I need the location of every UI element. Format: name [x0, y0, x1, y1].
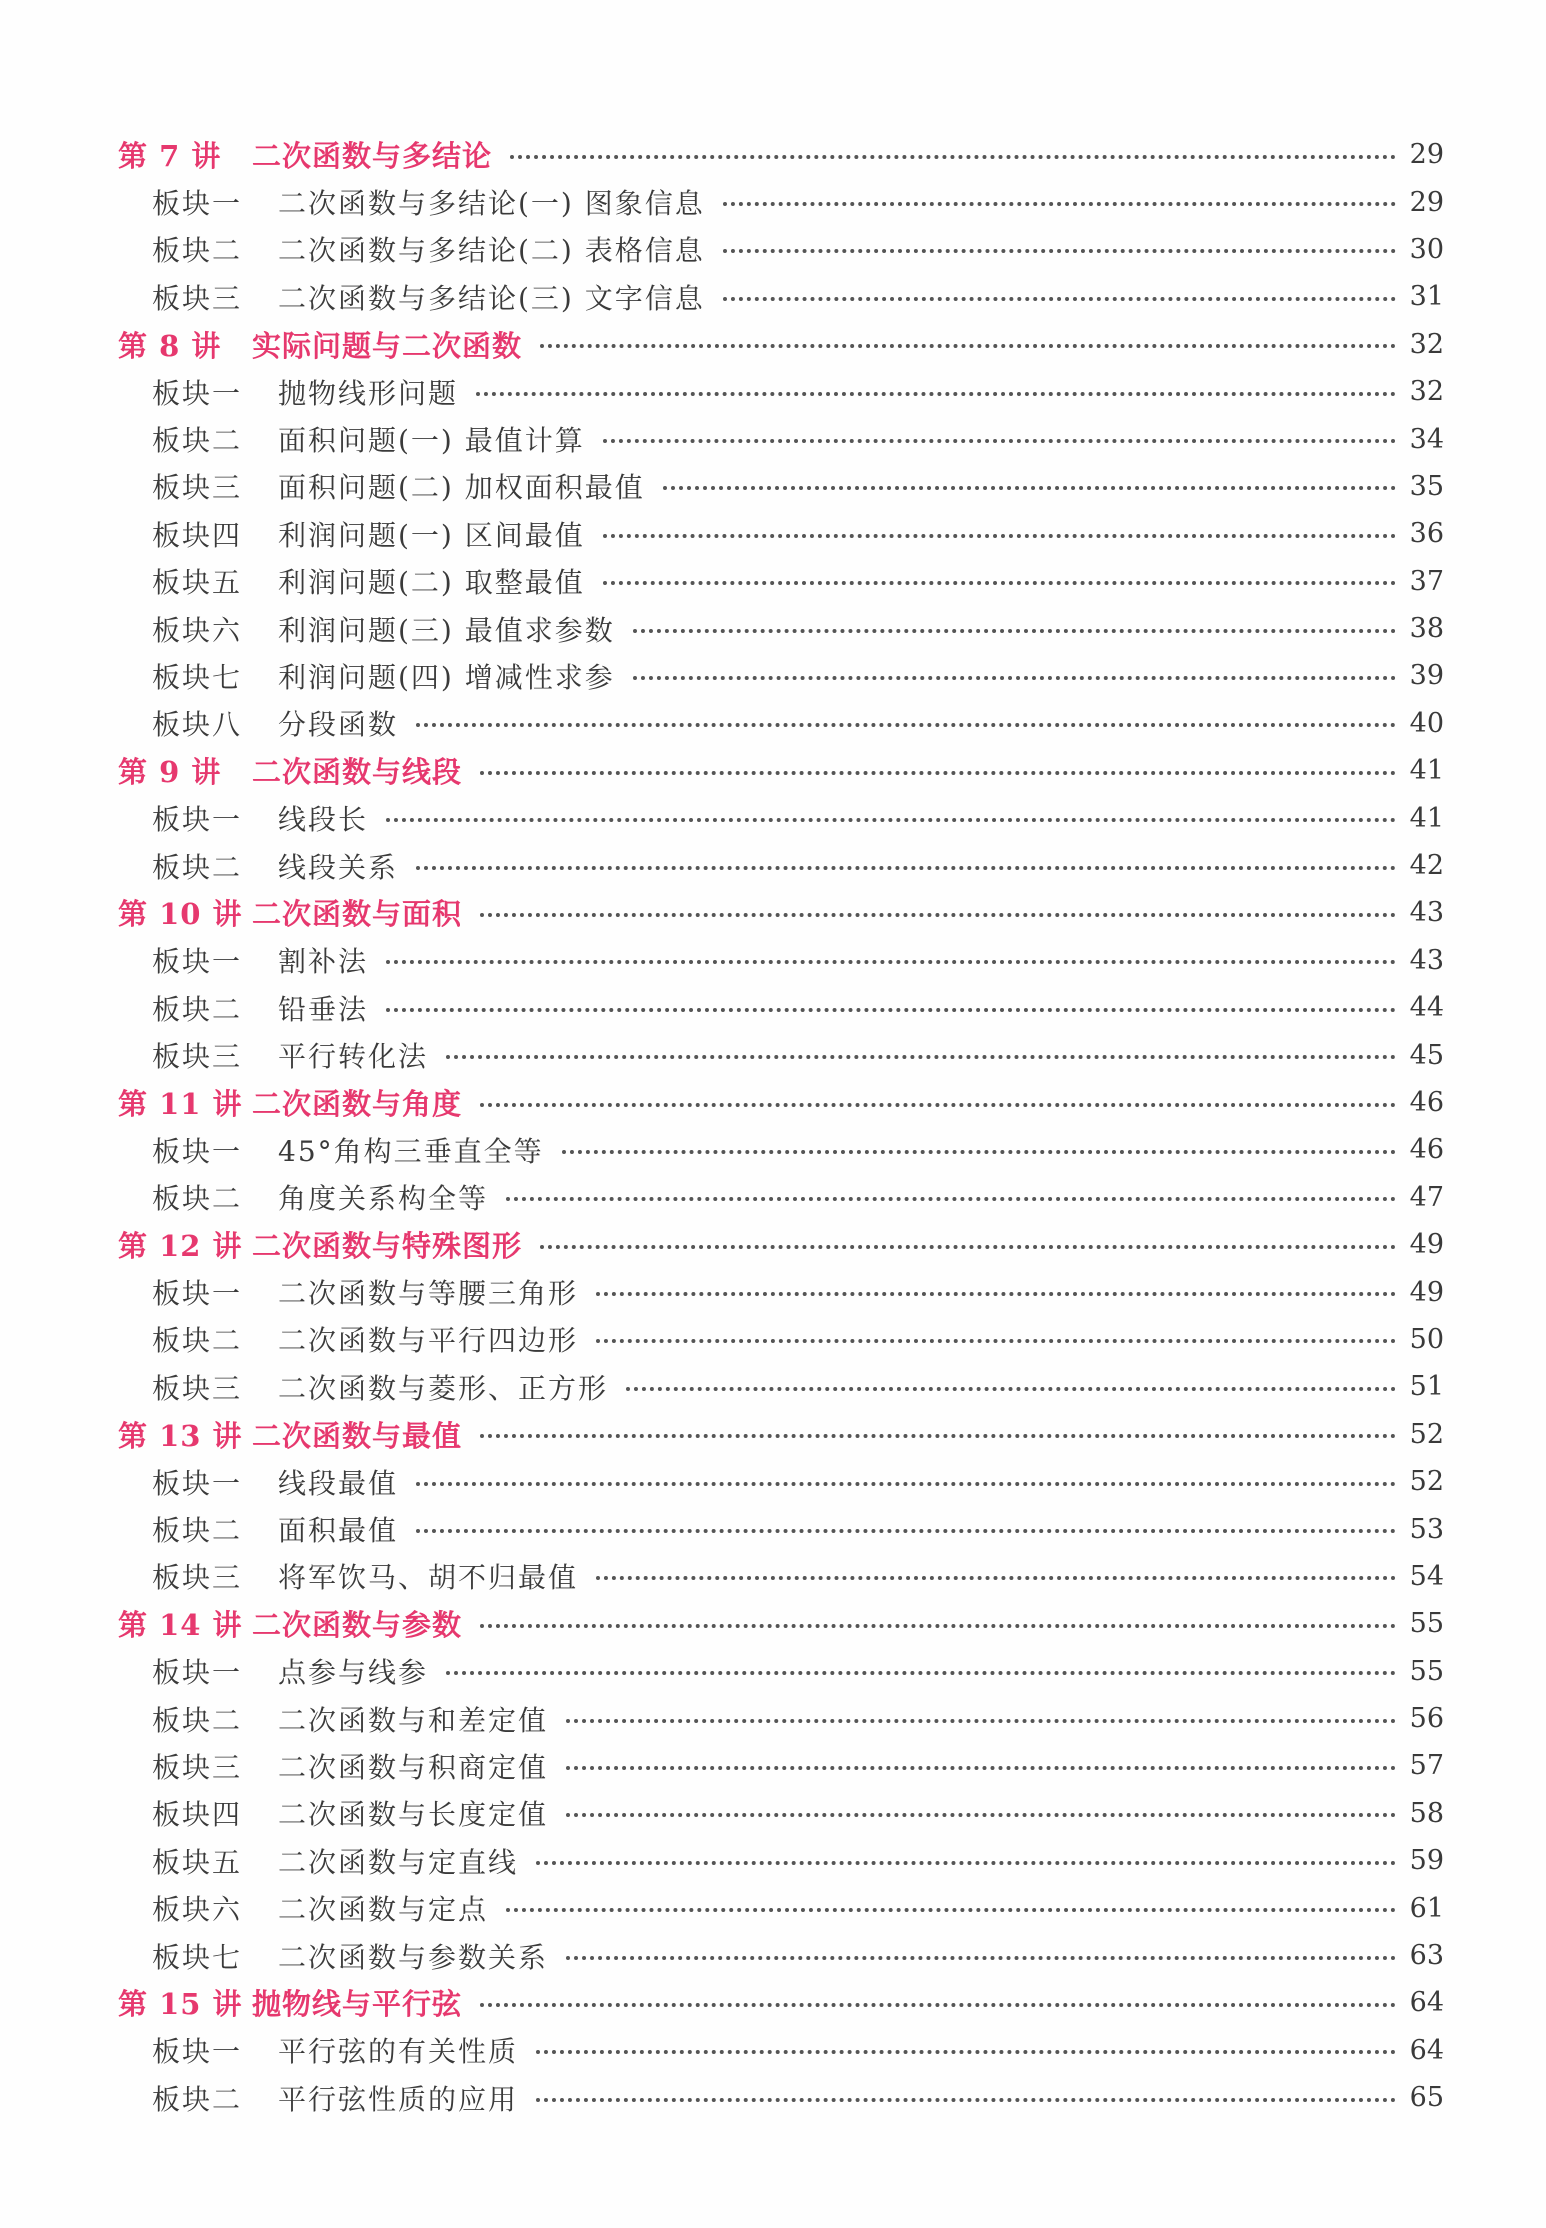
section-title: 二次函数与长度定值: [278, 1798, 549, 1832]
dot-leader: [446, 1671, 1396, 1675]
dot-leader: [386, 1008, 1396, 1012]
toc-entry-heading: [118, 609, 615, 649]
section-title: 利润问题(二) 取整最值: [278, 566, 585, 600]
lecture-title: 二次函数与参数: [252, 1608, 463, 1643]
lecture-title: 实际问题与二次函数: [252, 328, 523, 363]
toc-section-row[interactable]: [118, 510, 1444, 557]
lecture-number: 第 14 讲: [118, 1608, 243, 1643]
section-number: 板块一: [152, 1656, 243, 1690]
page-number: 64: [1409, 2034, 1444, 2066]
toc-entry-heading: [118, 1177, 488, 1217]
section-number: 板块一: [152, 1277, 243, 1311]
toc-section-row[interactable]: [118, 273, 1444, 320]
section-title: 二次函数与平行四边形: [278, 1324, 579, 1358]
dot-leader: [416, 866, 1396, 870]
toc-entry-heading: [118, 1367, 608, 1407]
section-title: 角度关系构全等: [278, 1182, 489, 1216]
dot-leader: [536, 2098, 1396, 2102]
toc-section-row[interactable]: [118, 2027, 1444, 2074]
toc-section-row[interactable]: [118, 1031, 1444, 1078]
page-number: 44: [1409, 992, 1444, 1024]
toc-entry-heading: [118, 940, 368, 980]
toc-entry-heading: [118, 1841, 518, 1881]
toc-lecture-row[interactable]: [118, 1411, 1444, 1458]
dot-leader: [386, 960, 1396, 964]
lecture-title: 二次函数与面积: [252, 897, 463, 932]
dot-leader: [566, 1719, 1396, 1723]
toc-section-row[interactable]: [118, 1932, 1444, 1979]
toc-section-row[interactable]: [118, 1268, 1444, 1315]
page-number: 49: [1409, 1229, 1444, 1261]
section-number: 板块三: [152, 1750, 243, 1784]
section-number: 板块一: [152, 376, 243, 410]
dot-leader: [476, 392, 1396, 396]
toc-section-row[interactable]: [118, 794, 1444, 841]
section-number: 板块一: [152, 2035, 243, 2069]
toc-entry-heading: [118, 514, 585, 554]
page-number: 52: [1409, 1466, 1444, 1498]
section-title: 面积问题(二) 加权面积最值: [278, 471, 645, 505]
section-number: 板块二: [152, 1182, 243, 1216]
page-number: 49: [1409, 1276, 1444, 1308]
toc-entry-heading: [118, 2030, 518, 2070]
dot-leader: [633, 629, 1396, 633]
toc-section-row[interactable]: [118, 1553, 1444, 1600]
toc-section-row[interactable]: [118, 226, 1444, 273]
toc-entry-heading: [118, 324, 522, 365]
section-title: 二次函数与菱形、正方形: [278, 1371, 609, 1405]
section-number: 板块七: [152, 660, 243, 694]
page-number: 52: [1409, 1418, 1444, 1450]
section-number: 板块三: [152, 1561, 243, 1595]
page-number: 29: [1409, 186, 1444, 218]
dot-leader: [562, 1150, 1396, 1154]
toc-lecture-row[interactable]: [118, 747, 1444, 794]
lecture-number: 第 15 讲: [118, 1987, 243, 2022]
toc-entry-heading: [118, 1130, 544, 1170]
page-number: 53: [1409, 1513, 1444, 1545]
section-title: 平行转化法: [278, 1040, 429, 1074]
dot-leader: [386, 818, 1396, 822]
toc-lecture-row[interactable]: [118, 1221, 1444, 1268]
page-number: 41: [1409, 755, 1444, 787]
dot-leader: [480, 1624, 1396, 1628]
toc-section-row[interactable]: [118, 984, 1444, 1031]
page-number: 55: [1409, 1655, 1444, 1687]
dot-leader: [723, 202, 1396, 206]
toc-entry-heading: [118, 988, 368, 1028]
dot-leader: [540, 344, 1396, 348]
page-number: 31: [1409, 281, 1444, 313]
toc-section-row[interactable]: [118, 1884, 1444, 1931]
section-number: 板块七: [152, 1940, 243, 1974]
toc-entry-heading: [118, 419, 585, 459]
toc-entry-heading: [118, 1699, 548, 1739]
toc-lecture-row[interactable]: [118, 131, 1444, 178]
toc-entry-heading: [118, 1651, 428, 1691]
section-number: 板块二: [152, 992, 243, 1026]
section-title: 线段最值: [278, 1466, 399, 1500]
page-number: 36: [1409, 518, 1444, 550]
toc-section-row[interactable]: [118, 937, 1444, 984]
page-number: 39: [1409, 660, 1444, 692]
section-title: 利润问题(一) 区间最值: [278, 518, 585, 552]
dot-leader: [446, 1055, 1396, 1059]
lecture-number: 第 12 讲: [118, 1229, 243, 1264]
toc-entry-heading: [118, 1035, 428, 1075]
page-number: 47: [1409, 1181, 1444, 1213]
section-title: 利润问题(三) 最值求参数: [278, 613, 615, 647]
page-number: 34: [1409, 423, 1444, 455]
page-number: 54: [1409, 1560, 1444, 1592]
toc-entry-heading: [118, 798, 368, 838]
section-title: 二次函数与定点: [278, 1893, 489, 1927]
toc-section-row[interactable]: [118, 1648, 1444, 1695]
toc-section-row[interactable]: [118, 1458, 1444, 1505]
toc-entry-heading: [118, 1603, 462, 1644]
toc-section-row[interactable]: [118, 1126, 1444, 1173]
section-title: 线段关系: [278, 850, 399, 884]
toc-entry-heading: [118, 750, 462, 791]
section-title: 二次函数与多结论(二) 表格信息: [278, 234, 705, 268]
page-number: 51: [1409, 1371, 1444, 1403]
toc-entry-heading: [118, 1793, 548, 1833]
page-number: 38: [1409, 613, 1444, 645]
section-number: 板块一: [152, 945, 243, 979]
toc-section-row[interactable]: [118, 605, 1444, 652]
section-title: 点参与线参: [278, 1656, 429, 1690]
section-title: 将军饮马、胡不归最值: [278, 1561, 579, 1595]
toc-entry-heading: [118, 1224, 522, 1265]
page-number: 55: [1409, 1608, 1444, 1640]
toc-lecture-row[interactable]: [118, 1979, 1444, 2026]
section-number: 板块二: [152, 850, 243, 884]
toc-entry-heading: [118, 1462, 398, 1502]
toc-lecture-row[interactable]: [118, 1079, 1444, 1126]
toc-entry-heading: [118, 1414, 462, 1455]
toc-section-row[interactable]: [118, 415, 1444, 462]
toc-entry-heading: [118, 182, 705, 222]
toc-entry-heading: [118, 846, 398, 886]
toc-section-row[interactable]: [118, 1363, 1444, 1410]
toc-entry-heading: [118, 656, 615, 696]
section-title: 线段长: [278, 803, 369, 837]
dot-leader: [510, 155, 1396, 159]
section-title: 面积最值: [278, 1514, 399, 1548]
toc-section-row[interactable]: [118, 463, 1444, 510]
dot-leader: [626, 1387, 1396, 1391]
toc-section-row[interactable]: [118, 2074, 1444, 2121]
page-number: 32: [1409, 328, 1444, 360]
toc-entry-heading: [118, 1272, 578, 1312]
dot-leader: [480, 1103, 1396, 1107]
section-number: 板块二: [152, 1514, 243, 1548]
lecture-number: 第 13 讲: [118, 1418, 243, 1453]
dot-leader: [540, 1245, 1396, 1249]
dot-leader: [480, 771, 1396, 775]
toc-entry-heading: [118, 1556, 578, 1596]
page-number: 35: [1409, 470, 1444, 502]
page-number: 46: [1409, 1087, 1444, 1118]
toc-entry-heading: [118, 1982, 462, 2023]
toc-section-row[interactable]: [118, 1837, 1444, 1884]
section-title: 平行弦的有关性质: [278, 2035, 519, 2069]
dot-leader: [416, 1482, 1396, 1486]
toc-section-row[interactable]: [118, 178, 1444, 225]
toc-section-row[interactable]: [118, 652, 1444, 699]
toc-entry-heading: [118, 703, 398, 743]
lecture-number: 第 9 讲: [118, 755, 222, 790]
section-title: 利润问题(四) 增减性求参: [278, 660, 615, 694]
page-number: 65: [1409, 2082, 1444, 2114]
toc-section-row[interactable]: [118, 1790, 1444, 1837]
lecture-title: 二次函数与角度: [252, 1087, 463, 1121]
page-number: 43: [1409, 897, 1444, 929]
page-number: 56: [1409, 1703, 1444, 1735]
section-number: 板块三: [152, 281, 243, 315]
lecture-title: 二次函数与多结论: [252, 139, 493, 174]
toc-section-row[interactable]: [118, 1174, 1444, 1221]
page-number: 37: [1409, 565, 1444, 597]
section-title: 平行弦性质的应用: [278, 2082, 519, 2116]
section-number: 板块三: [152, 1371, 243, 1405]
lecture-title: 二次函数与特殊图形: [252, 1229, 523, 1264]
section-number: 板块一: [152, 187, 243, 221]
toc-entry-heading: [118, 1936, 548, 1976]
dot-leader: [480, 913, 1396, 917]
dot-leader: [536, 1861, 1396, 1865]
toc-section-row[interactable]: [118, 1505, 1444, 1552]
dot-leader: [416, 723, 1396, 727]
dot-leader: [480, 2003, 1396, 2007]
lecture-title: 抛物线与平行弦: [252, 1987, 463, 2022]
toc-entry-heading: [118, 1319, 578, 1359]
toc-section-row[interactable]: [118, 368, 1444, 415]
page-number: 43: [1409, 944, 1444, 976]
dot-leader: [536, 2050, 1396, 2054]
section-title: 分段函数: [278, 708, 399, 742]
section-number: 板块四: [152, 1798, 243, 1832]
section-title: 二次函数与积商定值: [278, 1750, 549, 1784]
page-number: 29: [1409, 139, 1444, 171]
section-number: 板块一: [152, 1466, 243, 1500]
toc-entry-heading: [118, 1082, 462, 1123]
section-title: 面积问题(一) 最值计算: [278, 424, 585, 458]
section-number: 板块一: [152, 1134, 243, 1168]
lecture-number: 第 8 讲: [118, 328, 222, 363]
lecture-title: 二次函数与最值: [252, 1418, 463, 1453]
section-number: 板块二: [152, 424, 243, 458]
section-title: 抛物线形问题: [278, 376, 459, 410]
section-title: 二次函数与定直线: [278, 1845, 519, 1879]
toc-section-row[interactable]: [118, 558, 1444, 605]
section-number: 板块一: [152, 803, 243, 837]
toc-entry-heading: [118, 277, 705, 317]
toc-section-row[interactable]: [118, 1695, 1444, 1742]
dot-leader: [506, 1908, 1396, 1912]
page-number: 46: [1409, 1134, 1444, 1166]
dot-leader: [603, 534, 1396, 538]
dot-leader: [566, 1956, 1396, 1960]
dot-leader: [596, 1576, 1396, 1580]
toc-entry-heading: [118, 1888, 488, 1928]
section-title: 45°角构三垂直全等: [278, 1134, 544, 1168]
dot-leader: [416, 1529, 1396, 1533]
lecture-number: 第 10 讲: [118, 897, 243, 932]
lecture-title: 二次函数与线段: [252, 755, 463, 790]
page-number: 32: [1409, 376, 1444, 408]
page-number: 63: [1409, 1940, 1444, 1972]
toc-entry-heading: [118, 892, 462, 933]
toc-entry-heading: [118, 372, 458, 412]
lecture-number: 第 7 讲: [118, 139, 222, 174]
page-number: 30: [1409, 233, 1444, 265]
dot-leader: [603, 581, 1396, 585]
section-number: 板块二: [152, 2082, 243, 2116]
toc-section-row[interactable]: [118, 1316, 1444, 1363]
section-title: 铅垂法: [278, 992, 369, 1026]
toc-section-row[interactable]: [118, 700, 1444, 747]
section-number: 板块六: [152, 613, 243, 647]
toc-section-row[interactable]: [118, 1742, 1444, 1789]
section-number: 板块六: [152, 1893, 243, 1927]
page-number: 41: [1409, 802, 1444, 834]
section-title: 二次函数与参数关系: [278, 1940, 549, 1974]
section-title: 二次函数与等腰三角形: [278, 1277, 579, 1311]
dot-leader: [566, 1813, 1396, 1817]
dot-leader: [596, 1339, 1396, 1343]
toc-entry-heading: [118, 1509, 398, 1549]
toc-lecture-row[interactable]: [118, 321, 1444, 368]
section-title: 二次函数与和差定值: [278, 1703, 549, 1737]
section-number: 板块二: [152, 1703, 243, 1737]
section-number: 板块三: [152, 471, 243, 505]
page-number: 58: [1409, 1797, 1444, 1829]
toc-entry-heading: [118, 2078, 518, 2118]
section-title: 二次函数与多结论(三) 文字信息: [278, 281, 705, 315]
page-number: 40: [1409, 707, 1444, 739]
dot-leader: [723, 297, 1396, 301]
section-number: 板块五: [152, 566, 243, 600]
dot-leader: [480, 1434, 1396, 1438]
page-number: 45: [1409, 1039, 1444, 1071]
dot-leader: [663, 486, 1396, 490]
page-number: 59: [1409, 1845, 1444, 1877]
page-number: 64: [1409, 1987, 1444, 2019]
section-title: 割补法: [278, 945, 369, 979]
toc-entry-heading: [118, 134, 492, 175]
page-number: 61: [1409, 1892, 1444, 1924]
section-number: 板块二: [152, 234, 243, 268]
toc-entry-heading: [118, 229, 705, 269]
toc-entry-heading: [118, 466, 645, 506]
page-number: 50: [1409, 1323, 1444, 1355]
lecture-number: 第 11 讲: [118, 1087, 243, 1121]
dot-leader: [633, 676, 1396, 680]
toc-lecture-row[interactable]: [118, 1600, 1444, 1647]
section-number: 板块五: [152, 1845, 243, 1879]
toc-lecture-row[interactable]: [118, 889, 1444, 936]
table-of-contents: [118, 131, 1444, 2121]
section-number: 板块四: [152, 518, 243, 552]
toc-entry-heading: [118, 1746, 548, 1786]
section-number: 板块三: [152, 1040, 243, 1074]
section-number: 板块八: [152, 708, 243, 742]
dot-leader: [603, 439, 1396, 443]
section-title: 二次函数与多结论(一) 图象信息: [278, 187, 705, 221]
dot-leader: [596, 1292, 1396, 1296]
toc-entry-heading: [118, 561, 585, 601]
toc-section-row[interactable]: [118, 842, 1444, 889]
dot-leader: [723, 249, 1396, 253]
page-number: 42: [1409, 850, 1444, 882]
dot-leader: [506, 1197, 1396, 1201]
dot-leader: [566, 1766, 1396, 1770]
section-number: 板块二: [152, 1324, 243, 1358]
page-number: 57: [1409, 1750, 1444, 1782]
